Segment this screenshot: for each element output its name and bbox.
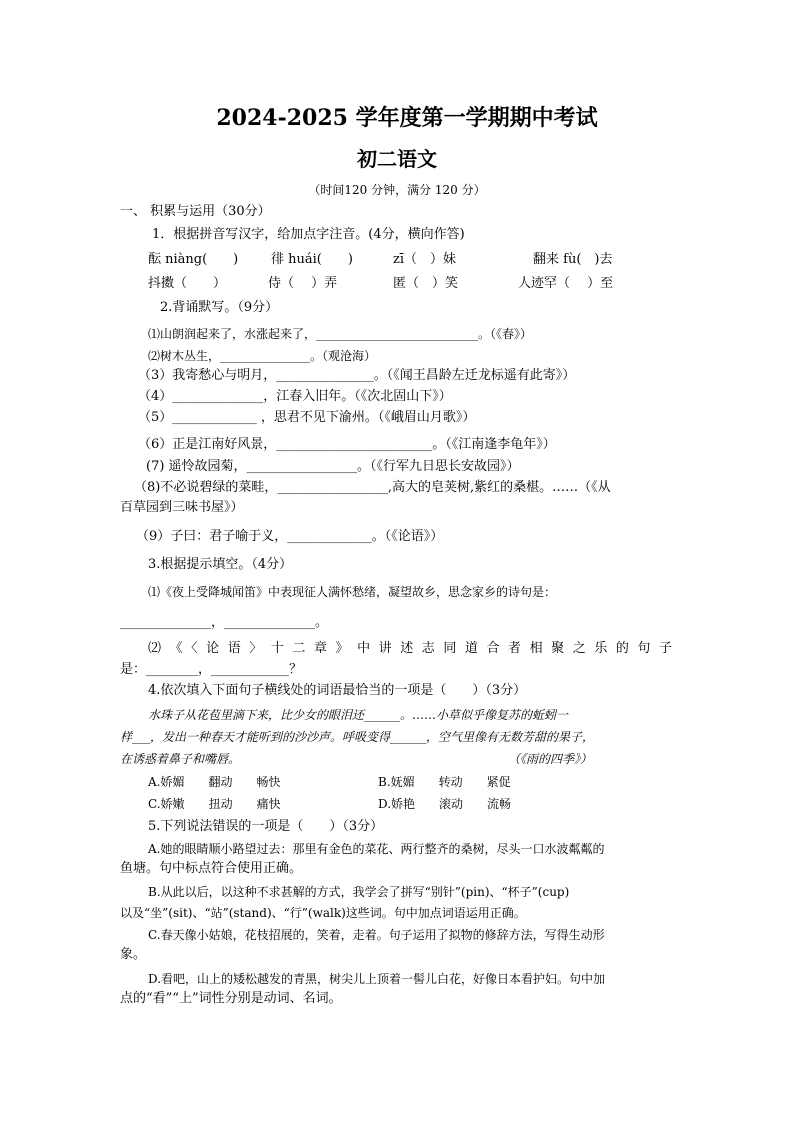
- q1-item: 抖擞（ ）: [148, 276, 227, 291]
- q4-option-c: C.娇嫩 扭动 痛快: [148, 797, 281, 811]
- q2-line: ⑵树木丛生，_______________。（观沧海）: [148, 349, 377, 363]
- q4-passage: 样___，发出一种春天才能听到的沙沙声。呼吸变得______，空气里像有无数芳甜的果子，: [120, 730, 595, 744]
- q4-option-d: D.娇艳 滚动 流畅: [378, 797, 512, 811]
- question-3-prompt: 3.根据提示填空。（4分）: [148, 557, 293, 572]
- exam-time-note: （时间120 分钟，满分 120 分）: [308, 183, 486, 197]
- exam-title: 2024-2025 学年度第一学期期中考试: [216, 105, 598, 131]
- q1-item: 匿（ ）笑: [393, 276, 459, 291]
- q1-item: 侍（ ）弄: [268, 276, 338, 291]
- q2-line: （4）______________，江春入旧年。（《次北固山下》）: [138, 389, 452, 404]
- q2-line: （8)不必说碧绿的菜畦，_________________,高大的皂荚树,紫红的桑椹。……（《从: [134, 480, 611, 495]
- q3-item-2: ⑵《〈论语〉十二章》中讲述志同道合者相聚之乐的句子: [148, 641, 672, 656]
- question-2-prompt: 2.背诵默写。（9分）: [160, 300, 279, 315]
- q5-line: B.从此以后，以这种不求甚解的方式，我学会了拼写“别针”(pin)、“杯子”(cup): [148, 885, 570, 899]
- q4-option-a: A.娇媚 翻动 畅快: [148, 775, 281, 789]
- q2-line: ⑴山朗润起来了，水涨起来了，___________________________。（《春》）: [148, 327, 533, 341]
- q1-item: 酝 niàng( ): [148, 252, 239, 267]
- q4-source: （《雨的四季》）: [508, 752, 593, 766]
- q4-option-b: B.妩媚 转动 紧促: [378, 775, 511, 789]
- q1-item: zī（ ）妹: [393, 252, 457, 267]
- q2-line: （5）_____________ ，思君不见下渝州。（《峨眉山月歌》）: [138, 410, 476, 425]
- q2-line: （6）正是江南好风景，________________________。（《江南逢李龟年》）: [138, 437, 556, 452]
- q5-line: 点的“看”“上”词性分别是动词、名词。: [120, 991, 342, 1006]
- q4-passage: 在诱惑着鼻子和嘴唇。: [120, 752, 241, 766]
- q5-line: C.春天像小姑娘，花枝招展的，笑着，走着。句子运用了拟物的修辞方法，写得生动形: [148, 928, 605, 942]
- q1-item: 徘 huái( ): [271, 252, 353, 267]
- q5-line: 鱼塘。句中标点符合使用正确。: [120, 861, 303, 876]
- q5-line: D.看吧，山上的矮松越发的青黑，树尖儿上顶着一髻儿白花，好像日本看护妇。句中加: [148, 972, 606, 986]
- q3-item-1-blank: ______________，______________。: [120, 615, 329, 630]
- q5-line: A.她的眼睛顺小路望过去：那里有金色的菜花、两行整齐的桑树，尽头一口水波粼粼的: [148, 842, 605, 856]
- q1-item: 翻来 fù( )去: [533, 252, 613, 267]
- question-1-prompt: 1．根据拼音写汉字，给加点字注音。(4分，横向作答): [152, 227, 465, 242]
- q5-line: 以及“坐”(sit)、“站”(stand)、“行”(walk)这些词。句中加点词语运用正确。: [120, 906, 526, 920]
- q2-line: （3）我寄愁心与明月，_______________。（《闻王昌龄左迁龙标遥有此寄》）: [138, 368, 576, 383]
- q3-item-2-blank: 是：________，____________？: [120, 662, 303, 677]
- q2-line: 百草园到三味书屋》）: [120, 500, 244, 515]
- q1-item: 人迹罕（ ）至: [518, 276, 614, 291]
- question-4-prompt: 4.依次填入下面句子横线处的词语最恰当的一项是（ ）（3分）: [148, 683, 527, 698]
- q3-item-1: ⑴《夜上受降城闻笛》中表现征人满怀愁绪，凝望故乡，思念家乡的诗句是：: [148, 585, 557, 599]
- q5-line: 象。: [120, 947, 147, 962]
- question-5-prompt: 5.下列说法错误的一项是（ ）（3分）: [148, 819, 384, 834]
- section-heading: 一、 积累与运用（30分）: [120, 204, 271, 219]
- exam-subject: 初二语文: [357, 147, 437, 171]
- q2-line: (7) 遥怜故园菊，_________________。（《行军九日思长安故园》）: [146, 459, 520, 474]
- q2-line: （9）子曰：君子喻于义，_____________。（《论语》）: [136, 529, 444, 544]
- q4-passage: 水珠子从花苞里滴下来，比少女的眼泪还______。……小草似乎像复苏的蚯蚓一: [148, 708, 569, 722]
